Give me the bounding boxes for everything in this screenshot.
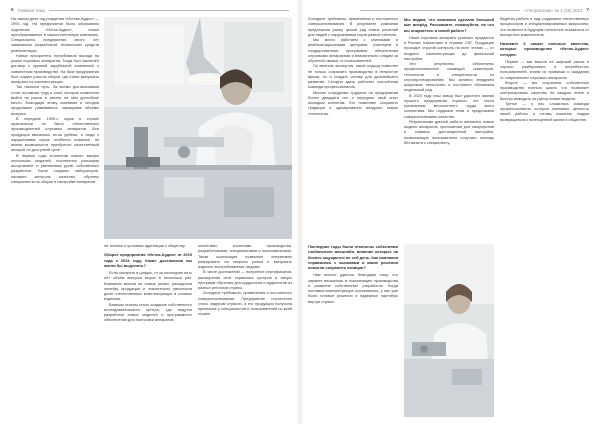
right-page-number: 7 <box>586 7 589 13</box>
interview-question: Последние годы были отмечены событиями глобального масштаба, влияние которых на бизнес ощущается по сей день. Как компания справилась с вызовами и какие решения помогли сохранить позиции? <box>308 244 398 271</box>
left-page-header <box>11 5 289 15</box>
paragraph: Холодное требовало, применения и постоянного совершенствования. В результате компания предложила рынку целый ряд новых решений для людей с нарушениями слуха разной степени. <box>308 17 398 37</box>
list-item: Первое — мы вышли на широкий рынок и хорошо разбираемся в потребностях пользователей, знаем их привычки и ожидания от современных слуховых аппаратов. <box>500 59 589 80</box>
interview-question: Назовите 3 самые сильные качества, которые производство «Исток-Аудио» сегодня: <box>500 41 589 57</box>
paragraph: Ведётся работа и над созданием отечественных процессоров и специализированных микросхем, что позволит в будущем полностью отказаться от импортных компонентов. <box>500 17 589 37</box>
left-column-3 <box>198 244 292 417</box>
paragraph: В середине 1990-х годов в стране практически не было отечественных производителей слуховых аппаратов. Вся продукция ввозилась из-за рубежа, и люди с нарушениями слуха, особенно пожилые, не имели возможности приобрести качественный аппарат по доступной цене. <box>11 116 99 153</box>
paragraph: Новые приоритеты потребовали выхода на рынок слуховых аппаратов. Тогда был заключён договор с крупной зарубежной компанией о совместном производстве. На базе предприятия был создан участок сборки, где стали выпускать аппараты из комплектующих. <box>11 53 99 84</box>
paragraph: Многие сотрудники трудятся на предприятии более двадцати лет и передают свой опыт молодым коллегам. Это позволяет сохранять традиции и одновременно внедрять новые технологии. <box>308 90 398 116</box>
lab-worker-photo <box>104 17 292 239</box>
right-column-1-bottom <box>308 244 398 417</box>
paragraph: В первые годы коллектив освоил выпуск нескольких моделей, постепенно расширяя ассортимент и увеличивая долю собственных разработок. Были созданы лаборатории, налажен контроль качества, обучены специалисты по сборке и настройке аппаратов. <box>11 153 99 184</box>
header-rule <box>360 10 520 11</box>
left-column-1 <box>11 17 99 417</box>
header-rule <box>49 10 289 11</box>
page-gutter <box>296 0 304 424</box>
left-page-number: 6 <box>11 7 14 13</box>
paragraph: Наше слуховые аппараты успешно продаются в России, Казахстане и странах СНГ. Продукция проходит строгий контроль на всех этапах — от входных комплектующих до финальной настройки. <box>404 35 494 61</box>
paragraph: Если смотреть в цифры, то за последние пять лет объём выпуска вырос в несколько раз. Компания вышла на новые рынки, расширила линейку продукции и значительно увеличила долю отечественных комплектующих в готовых изделиях. <box>104 271 192 302</box>
lab-photo-right <box>404 244 494 417</box>
paragraph: В 2023 году наш завод был удостоен звания лучшего предприятия отрасли, что стало признанием многолетнего труда всего коллектива. Мы гордимся этим и продолжаем совершенствовать качество. <box>404 93 494 119</box>
paragraph: Эти результаты обеспечены профессиональной командой инженеров, технологов и специалистов по слухопротезированию. Мы активно внедряем цифровые технологии и постоянно обновляем модельный ряд. <box>404 62 494 93</box>
interview-question: Оборот предприятия «Исток-Аудио» от 2019 года к 2024 году. Какие достижения вы могли бы выделить? <box>104 252 192 268</box>
right-page-header <box>360 5 589 15</box>
paragraph: коллегами, коллегами производства, разработчиками, специалистами и пользователями. Такая кооперация позволяет оперативно реагировать на запросы рынка и выпускать изделия, востребованные людьми. <box>198 244 292 269</box>
right-column-2 <box>404 17 494 239</box>
list-item: Второе — мы сохранили собственное производство полного цикла, что позволяет контролировать качество на каждом этапе и быстро выводить на рынок новые модели. <box>500 80 589 101</box>
paragraph: В числе достижений — получение сертификатов, расширение сети сервисных центров и запуск программ обучения для сурдологов и аудиологов из разных регионов страны. <box>198 270 292 290</box>
lab-photo-left <box>104 17 292 239</box>
paragraph: Мы много работаем с клиниками и реабилитационными центрами, участвуем в государственных программах обеспечения слуховыми аппаратами и внимательно следим за обратной связью от пользователей. <box>308 38 398 63</box>
list-item: Третье — у нас сложилась команда профессионалов, которые понимают ценность своей работы и готовы помогать людям возвращаться к полноценной жизни в обществе. <box>500 101 589 122</box>
interview-question: Мы видим, что компания сделала большой шаг вперёд. Расскажите, пожалуйста, на что вы опираетесь в своей работе? <box>404 17 494 33</box>
paragraph: Так начался путь. За всеми достижениями стоят огромные труд и опыт, которые позволили выйти на рынок и занять на нём достойное место. Благодаря этому компания и сегодня продолжает развиваться, наращивая объёмы выпуска. <box>11 85 99 116</box>
paragraph: Важным этапом стало создание собственного исследовательского центра, где ведутся разработки новых моделей и программного обеспечения для настройки аппаратов. <box>104 302 192 323</box>
paragraph: На самом деле год рождения «Истока-Аудио» — 1993 год. На предприятии было образовано отделение «Исток-Аудио», позже преобразованное в самостоятельную компанию. Специалисты предприятия много лет занимались разработкой технических средств реабилитации. <box>11 17 99 53</box>
right-page <box>300 0 600 424</box>
technician-photo <box>404 244 494 417</box>
left-column-2 <box>104 244 192 417</box>
paragraph: на технике и условиях адаптации к обществу. <box>104 244 186 248</box>
paragraph: По мнению экспертов, такой подход позволил не только сохранить производство в непростое время, но и создать основу для дальнейшего развития. Сегодня здесь работает сплочённая команда профессионалов. <box>308 64 398 90</box>
right-column-1-top <box>308 17 398 239</box>
right-column-3 <box>500 17 589 417</box>
paragraph: Результатами данной работы являются новые модели аппаратов, приложения для смартфонов и сервисы дистанционной настройки, позволяющие пользователю получать помощь без визита к специалисту. <box>404 119 494 145</box>
right-section-title: «Ультрасоник» № 1 (25) 2024 <box>523 7 583 13</box>
paragraph: Нам многое удалось благодаря тому, что заранее вложились в локализацию производства и развитие собственных разработок. Когда поставки комплектующих осложнились, у нас уже были готовые решения и надёжные партнёры внутри страны. <box>308 273 398 304</box>
left-section-title: Главная тема <box>17 7 45 13</box>
paragraph: Холодное требовало, применения и постоянного совершенствования. Предприятие постепенно стало лидером отрасли, а его продукция получила признание у специалистов и пользователей по всей стране. <box>198 291 292 317</box>
